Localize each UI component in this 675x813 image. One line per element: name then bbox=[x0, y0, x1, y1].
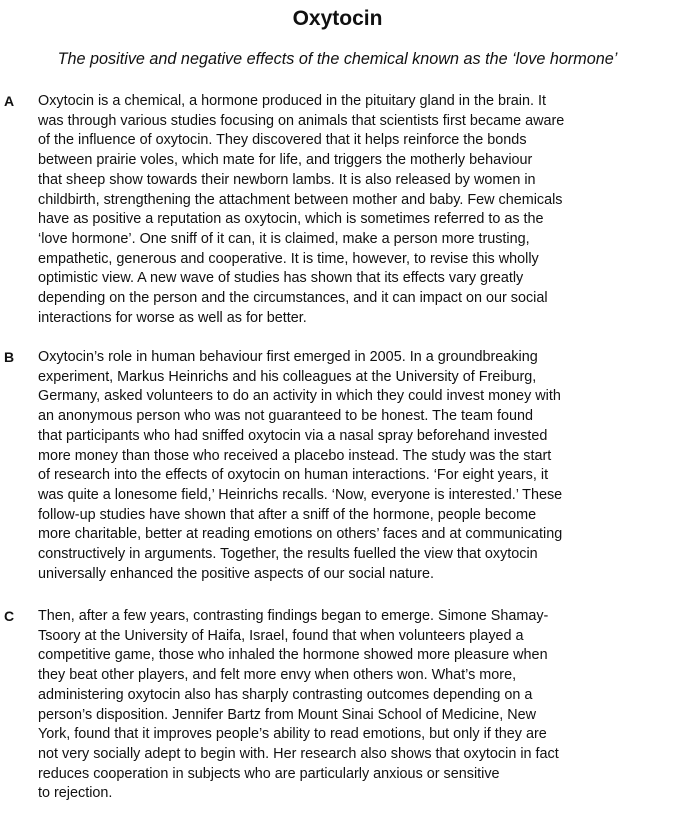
section-paragraph bbox=[38, 92, 670, 328]
paragraph-line: was through various studies focusing on animals that scientists first became aware bbox=[38, 112, 565, 129]
paragraph-line: that sheep show towards their newborn lambs. It is also released by women in bbox=[38, 171, 536, 188]
paragraph-line: Tsoory at the University of Haifa, Israel, found that when volunteers played a bbox=[38, 627, 524, 644]
paragraph-line: Germany, asked volunteers to do an activity in which they could invest money with bbox=[38, 388, 561, 405]
paragraph-line: of research into the effects of oxytocin on human interactions. ‘For eight years, it bbox=[38, 467, 549, 484]
paragraph-line: Then, after a few years, contrasting findings began to emerge. Simone Shamay- bbox=[38, 608, 549, 624]
paragraph-line: Oxytocin’s role in human behaviour first emerged in 2005. In a groundbreaking bbox=[38, 349, 538, 365]
paragraph-line: York, found that it improves people’s ability to read emotions, but only if they are bbox=[38, 726, 547, 743]
paragraph-line: between prairie voles, which mate for life, and triggers the motherly behaviour bbox=[38, 152, 533, 169]
paragraph-line: Oxytocin is a chemical, a hormone produced in the pituitary gland in the brain. It bbox=[38, 93, 546, 109]
paragraph-line: universally enhanced the positive aspects of our social nature. bbox=[38, 565, 434, 582]
paragraph-line: have as positive a reputation as oxytocin, which is sometimes referred to as the bbox=[38, 211, 544, 228]
paragraph-line: experiment, Markus Heinrichs and his colleagues at the University of Freiburg, bbox=[38, 368, 537, 385]
paragraph-line: not very socially adept to begin with. Her research also shows that oxytocin in fact bbox=[38, 745, 559, 762]
paragraph-line: more money than those who received a placebo instead. The study was the start bbox=[38, 447, 552, 464]
page-subtitle: The positive and negative effects of the chemical known as the ‘love hormone’ bbox=[57, 50, 618, 68]
paragraph-line: reduces cooperation in subjects who are particularly anxious or sensitive bbox=[38, 765, 500, 782]
paragraph-line: an anonymous person who was not guaranteed to be honest. The team found bbox=[38, 408, 533, 425]
paragraph-line: ‘love hormone’. One sniff of it can, it is claimed, make a person more trusting, bbox=[38, 230, 530, 247]
paragraph-line: they beat other players, and felt more envy when others won. What’s more, bbox=[38, 667, 517, 684]
section-paragraph bbox=[38, 607, 670, 804]
section-letter: B bbox=[4, 349, 15, 365]
paragraph-line: follow-up studies have shown that after a sniff of the hormone, people become bbox=[38, 506, 537, 523]
paragraph-line: was quite a lonesome field,’ Heinrichs recalls. ‘Now, everyone is interested.’ These bbox=[38, 486, 563, 503]
paragraph-line: of the influence of oxytocin. They discovered that it helps reinforce the bonds bbox=[38, 132, 527, 149]
paragraph-line: optimistic view. A new wave of studies has shown that its effects vary greatly bbox=[38, 270, 524, 287]
paragraph-line: constructively in arguments. Together, the results fuelled the view that oxytocin bbox=[38, 546, 538, 563]
paragraph-line: childbirth, strengthening the attachment between mother and baby. Few chemicals bbox=[38, 191, 563, 208]
paragraph-line: person’s disposition. Jennifer Bartz from Mount Sinai School of Medicine, New bbox=[38, 706, 537, 723]
paragraph-line: administering oxytocin also has sharply contrasting outcomes depending on a bbox=[38, 686, 533, 703]
paragraph-line: that participants who had sniffed oxytocin via a nasal spray beforehand invested bbox=[38, 427, 548, 444]
paragraph-line: competitive game, those who inhaled the hormone showed more pleasure when bbox=[38, 647, 548, 664]
page-title: Oxytocin bbox=[292, 7, 383, 30]
paragraph-line: interactions for worse as well as for better. bbox=[38, 309, 307, 326]
paragraph-line: depending on the person and the circumstances, and it can impact on our social bbox=[38, 290, 548, 307]
paragraph-line: empathetic, generous and cooperative. It is time, however, to revise this wholly bbox=[38, 250, 539, 267]
section-letter: C bbox=[4, 608, 15, 624]
section-paragraph bbox=[38, 348, 670, 584]
section-letter: A bbox=[4, 93, 15, 109]
paragraph-line: to rejection. bbox=[38, 785, 113, 802]
paragraph-line: more charitable, better at reading emotions on others’ faces and at communicating bbox=[38, 526, 563, 543]
